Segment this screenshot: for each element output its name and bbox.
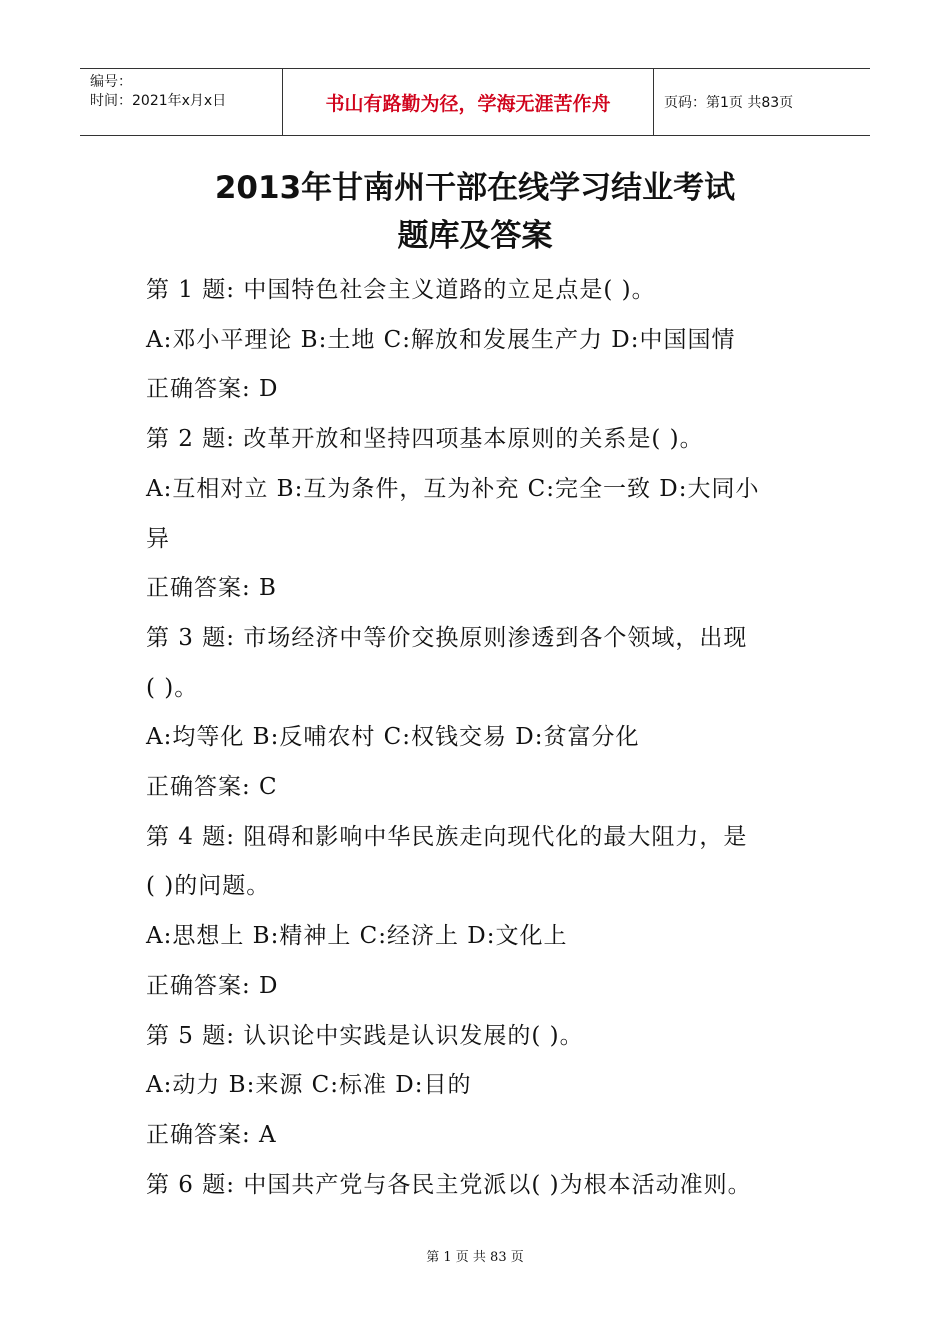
text-line: 正确答案: D xyxy=(146,376,279,403)
document-title-line-1: 2013年甘南州干部在线学习结业考试 xyxy=(214,170,736,206)
text-line: 第 1 题: 中国特色社会主义道路的立足点是( )。 xyxy=(146,277,656,303)
question-list xyxy=(146,266,816,1210)
text-line: 正确答案: B xyxy=(146,575,277,602)
time-label: 时间：2021年x月x日 xyxy=(90,93,227,109)
text-line: 正确答案: C xyxy=(146,774,278,801)
header-page-info: 页码：第1页 共83页 xyxy=(664,95,794,111)
text-line: 正确答案: D xyxy=(146,972,279,999)
text-line: A:邓小平理论 B:土地 C:解放和发展生产力 D:中国国情 xyxy=(146,326,736,353)
text-line: 第 4 题: 阻碍和影响中华民族走向现代化的最大阻力，是 xyxy=(146,823,748,850)
page-footer: 第 1 页 共 83 页 xyxy=(426,1250,524,1265)
text-line: 第 2 题: 改革开放和坚持四项基本原则的关系是( )。 xyxy=(146,426,704,453)
header-meta xyxy=(80,69,282,135)
text-line: 异 xyxy=(146,525,170,552)
page-header xyxy=(80,68,870,136)
text-line: A:动力 B:来源 C:标准 D:目的 xyxy=(146,1072,472,1099)
text-line: 第 3 题: 市场经济中等价交换原则渗透到各个领域，出现 xyxy=(146,624,748,651)
text-line: 第 5 题: 认识论中实践是认识发展的( )。 xyxy=(146,1022,584,1049)
text-line: 第 6 题: 中国共产党与各民主党派以( )为根本活动准则。 xyxy=(146,1171,752,1198)
serial-label: 编号： xyxy=(90,74,132,90)
document-title-line-2: 题库及答案 xyxy=(397,218,553,254)
text-line: A:均等化 B:反哺农村 C:权钱交易 D:贫富分化 xyxy=(146,724,640,751)
header-motto: 书山有路勤为径，学海无涯苦作舟 xyxy=(282,69,654,135)
text-line: ( )的问题。 xyxy=(146,873,271,900)
text-line: A:互相对立 B:互为条件，互为补充 C:完全一致 D:大同小 xyxy=(146,475,760,502)
text-line: A:思想上 B:精神上 C:经济上 D:文化上 xyxy=(146,923,568,950)
text-line: 正确答案: A xyxy=(146,1121,277,1148)
text-line: ( )。 xyxy=(146,674,199,701)
